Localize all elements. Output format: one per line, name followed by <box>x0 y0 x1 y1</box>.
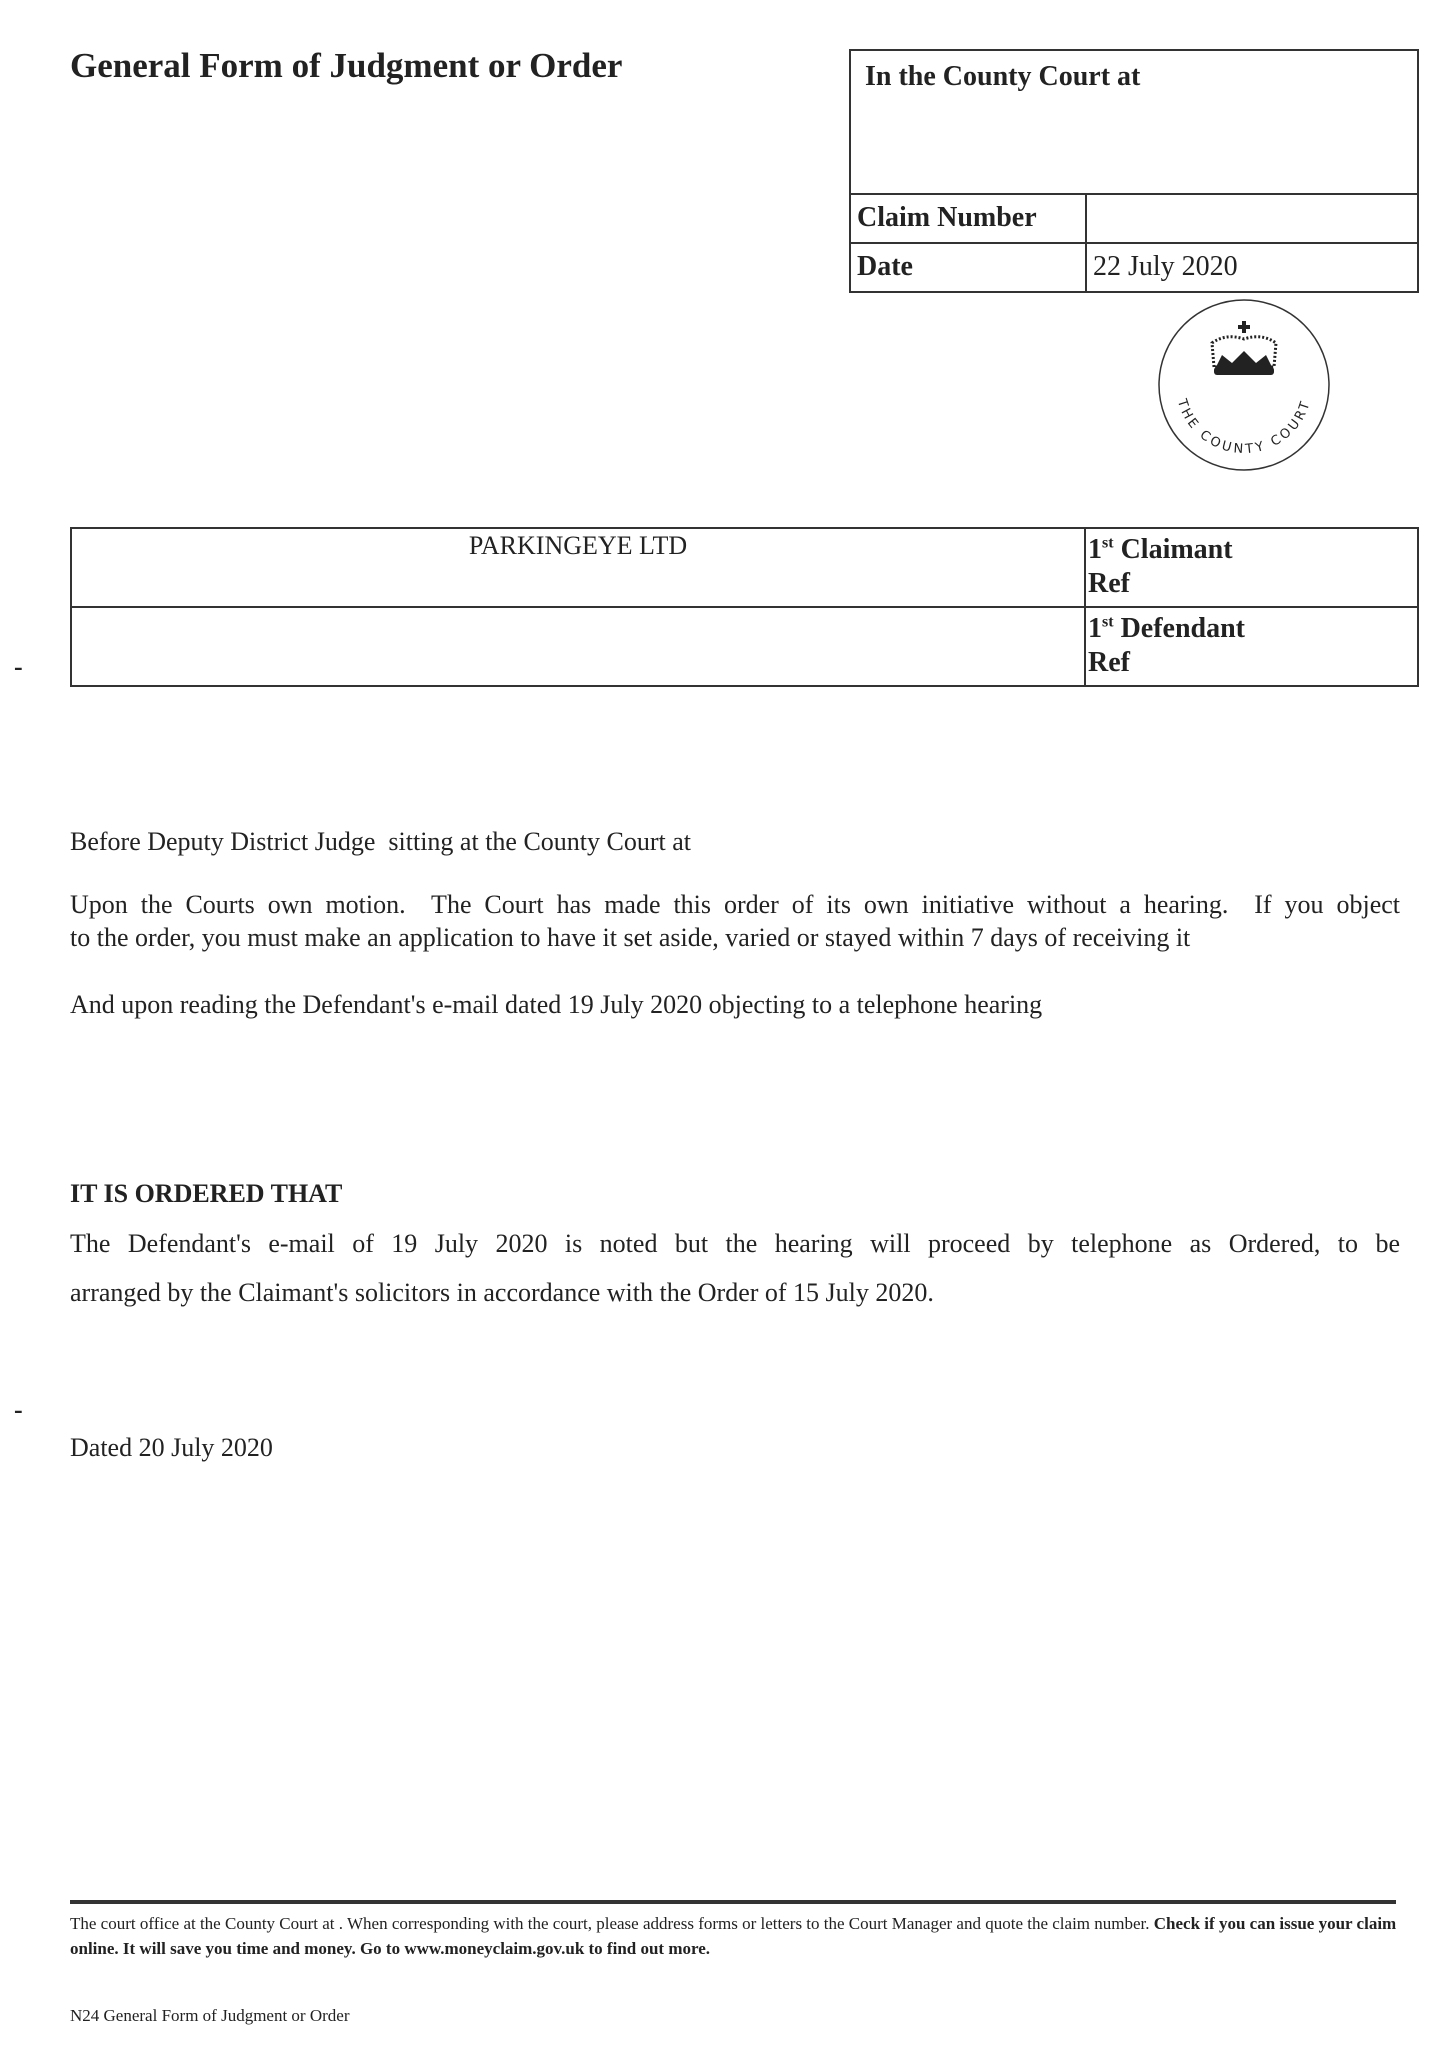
claimant-ordinal-suffix: st <box>1102 534 1114 552</box>
claimant-name: PARKINGEYE LTD <box>71 528 1085 607</box>
svg-text:THE COUNTY COURT: THE COUNTY COURT <box>1173 397 1315 458</box>
defendant-ordinal: 1 <box>1088 613 1102 644</box>
claimant-ref-cell <box>1085 528 1418 607</box>
court-office-text: The court office at the County Court at . When corresponding with the court, please address forms or letters to the Court Manager and quote the claim number. <box>70 1914 1154 1933</box>
defendant-name <box>71 607 1085 686</box>
before-judge-line: Before Deputy District Judge sitting at the County Court at <box>70 827 692 856</box>
motion-line-2: to the order, you must make an application to have it set aside, varied or stayed within 7 days of receiving it <box>70 923 1191 952</box>
court-label: In the County Court at <box>850 50 1418 194</box>
claimant-ref-label: Ref <box>1088 568 1130 599</box>
claim-number-label: Claim Number <box>850 194 1086 243</box>
ordered-heading: IT IS ORDERED THAT <box>70 1179 343 1208</box>
defendant-label: Defendant <box>1120 613 1246 644</box>
court-info-box <box>849 49 1419 293</box>
defendant-ref-label: Ref <box>1088 647 1130 678</box>
date-label: Date <box>850 243 1086 292</box>
document-title: General Form of Judgment or Order <box>70 46 623 85</box>
crown-icon <box>1212 321 1276 375</box>
reading-line: And upon reading the Defendant's e-mail dated 19 July 2020 objecting to a telephone hearing <box>70 990 1043 1019</box>
margin-mark: - <box>14 1395 23 1424</box>
claim-number-value <box>1086 194 1418 243</box>
date-value: 22 July 2020 <box>1086 243 1418 292</box>
dated-line: Dated 20 July 2020 <box>70 1433 273 1462</box>
order-line-2: arranged by the Claimant's solicitors in accordance with the Order of 15 July 2020. <box>70 1278 934 1307</box>
parties-table <box>70 527 1419 687</box>
county-court-seal <box>1156 297 1332 473</box>
margin-mark: - <box>14 652 23 681</box>
motion-line-1: Upon the Courts own motion. The Court has made this order of its own initiative without a hearing. If you object <box>70 890 1400 919</box>
footer-divider <box>70 1900 1396 1904</box>
footer-notice <box>70 1911 1400 1961</box>
online-claim-text: Check if you can issue your claim online. It will save you time and money. Go to www.moneyclaim.gov.uk to find out more. <box>70 1914 1397 1958</box>
form-code: N24 General Form of Judgment or Order <box>70 2006 350 2025</box>
order-line-1: The Defendant's e-mail of 19 July 2020 is noted but the hearing will proceed by telephone as Ordered, to be <box>70 1229 1400 1258</box>
claimant-ordinal: 1 <box>1088 534 1102 565</box>
defendant-ordinal-suffix: st <box>1102 613 1114 631</box>
defendant-ref-cell <box>1085 607 1418 686</box>
claimant-label: Claimant <box>1120 534 1233 565</box>
